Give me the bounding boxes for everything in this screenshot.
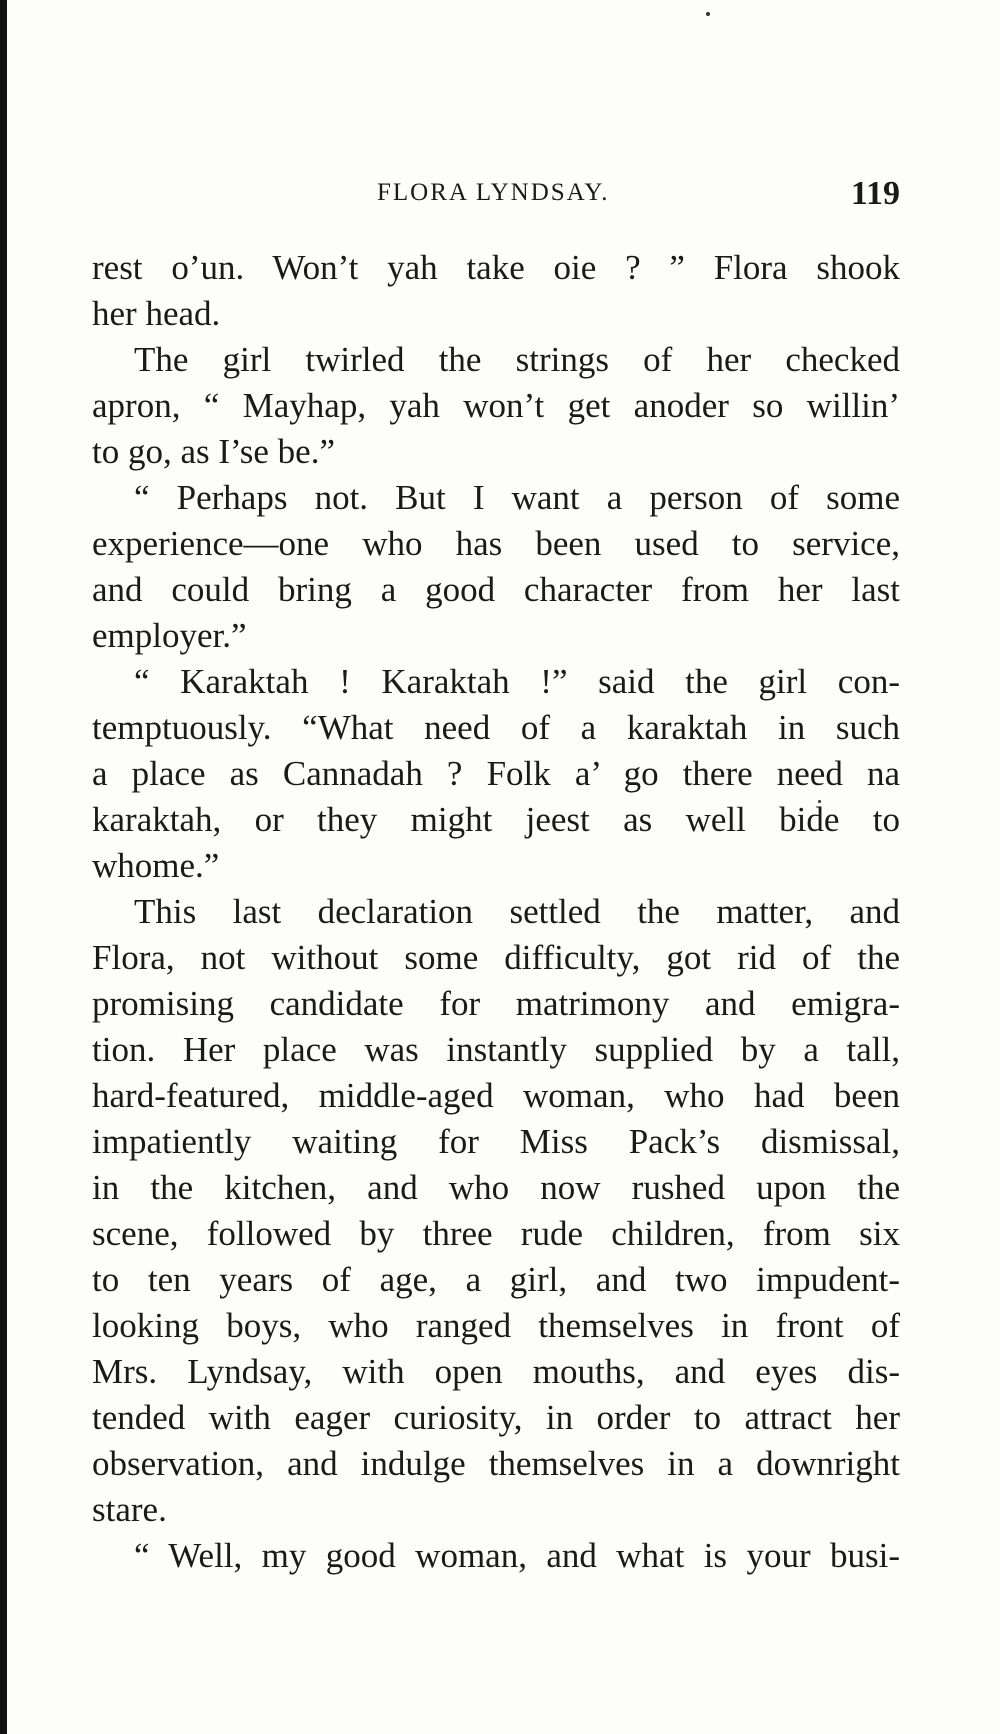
text-line: This last declaration settled the matter, and — [134, 892, 900, 931]
text-line: “ Well, my good woman, and what is your busi- — [134, 1536, 900, 1575]
text-line: hard-featured, middle-aged woman, who had been — [92, 1076, 900, 1115]
text-line: The girl twirled the strings of her checked — [134, 340, 900, 379]
text-line: impatiently waiting for Miss Pack’s dismissal, — [92, 1122, 900, 1161]
text-line: apron, “ Mayhap, yah won’t get anoder so willin’ — [92, 386, 900, 425]
text-line: tion. Her place was instantly supplied by a tall, — [92, 1030, 900, 1069]
text-line: in the kitchen, and who now rushed upon the — [92, 1168, 900, 1207]
text-line: stare. — [92, 1490, 167, 1529]
text-line: temptuously. “What need of a karaktah in such — [92, 708, 900, 747]
running-head — [92, 175, 900, 215]
text-line: Flora, not without some difficulty, got rid of the — [92, 938, 900, 977]
text-line: her head. — [92, 294, 221, 333]
text-line: “ Perhaps not. But I want a person of some — [134, 478, 900, 517]
text-line: tended with eager curiosity, in order to attract her — [92, 1398, 900, 1437]
running-title: FLORA LYNDSAY. — [377, 179, 610, 206]
text-line: karaktah, or they might jeest as well bide to — [92, 800, 900, 839]
page-number: 119 — [850, 175, 900, 212]
text-line: promising candidate for matrimony and emigra- — [92, 984, 900, 1023]
text-line: experience—one who has been used to service, — [92, 524, 900, 563]
ink-speck — [706, 12, 710, 16]
text-line: to go, as I’se be.” — [92, 432, 335, 471]
text-line: Mrs. Lyndsay, with open mouths, and eyes dis- — [92, 1352, 900, 1391]
text-line: employer.” — [92, 616, 247, 655]
text-line: whome.” — [92, 846, 220, 885]
text-line: “ Karaktah ! Karaktah !” said the girl con- — [134, 662, 900, 701]
binding-edge — [0, 0, 7, 1734]
text-line: looking boys, who ranged themselves in front of — [92, 1306, 900, 1345]
text-line: and could bring a good character from her last — [92, 570, 900, 609]
text-line: rest o’un. Won’t yah take oie ? ” Flora shook — [92, 248, 900, 287]
body-text — [92, 245, 900, 1579]
text-line: to ten years of age, a girl, and two impudent- — [92, 1260, 900, 1299]
text-line: scene, followed by three rude children, from six — [92, 1214, 900, 1253]
text-line: observation, and indulge themselves in a downright — [92, 1444, 900, 1483]
text-line: a place as Cannadah ? Folk a’ go there need na — [92, 754, 900, 793]
